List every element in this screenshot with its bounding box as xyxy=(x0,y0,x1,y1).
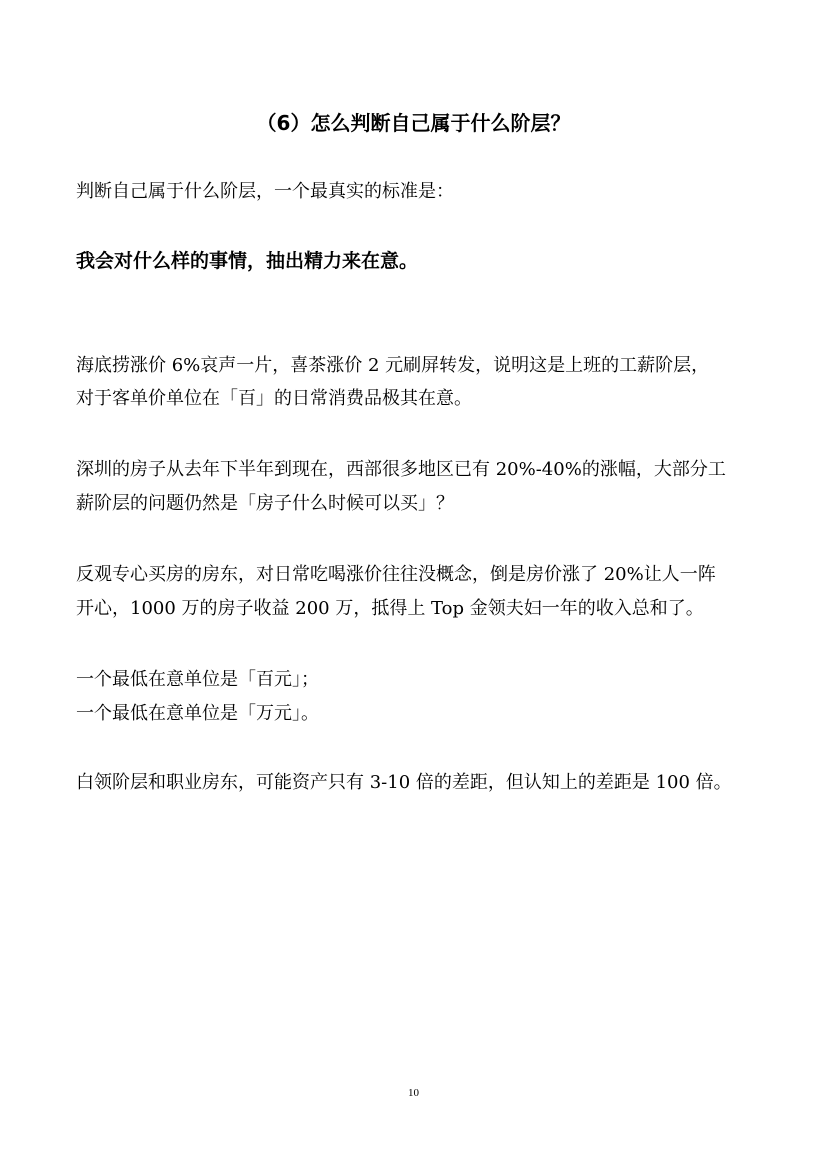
paragraph-line: 薪阶层的问题仍然是「房子什么时候可以买」？ xyxy=(76,493,454,514)
paragraph-line: 开心，1000 万的房子收益 200 万，抵得上 Top 金领夫妇一年的收入总和了。 xyxy=(76,598,704,619)
key-statement: 我会对什么样的事情，抽出精力来在意。 xyxy=(76,250,419,272)
page-number: 10 xyxy=(408,1087,419,1099)
paragraph-line: 反观专心买房的房东，对日常吃喝涨价往往没概念，倒是房价涨了 20%让人一阵 xyxy=(76,564,716,585)
paragraph-line: 白领阶层和职业房东，可能资产只有 3-10 倍的差距，但认知上的差距是 100 倍。 xyxy=(76,772,732,793)
section-heading: （6）怎么判断自己属于什么阶层？ xyxy=(256,111,571,135)
paragraph-line: 一个最低在意单位是「百元」； xyxy=(76,669,319,690)
paragraph-line: 一个最低在意单位是「万元」。 xyxy=(76,703,319,724)
intro-text: 判断自己属于什么阶层，一个最真实的标准是： xyxy=(76,181,454,202)
paragraph-line: 海底捞涨价 6%哀声一片，喜茶涨价 2 元刷屏转发，说明这是上班的工薪阶层， xyxy=(76,355,710,376)
paragraph-line: 深圳的房子从去年下半年到现在，西部很多地区已有 20%-40%的涨幅，大部分工 xyxy=(76,459,726,480)
paragraph-line: 对于客单价单位在「百」的日常消费品极其在意。 xyxy=(76,388,472,409)
